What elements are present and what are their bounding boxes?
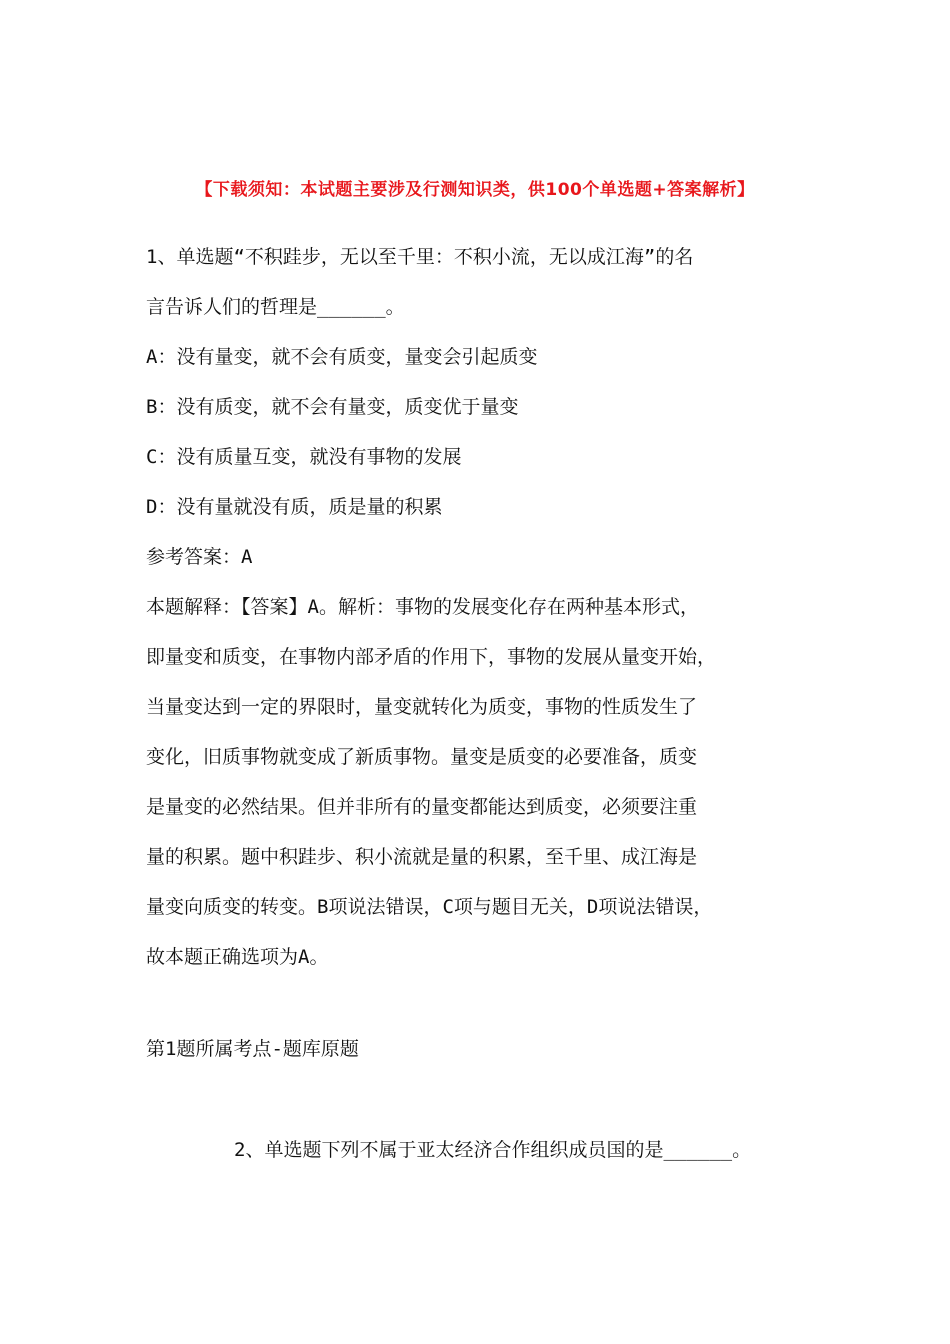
reference-answer: 参考答案：A: [146, 546, 253, 568]
explanation-line-6: 量的积累。题中积跬步、积小流就是量的积累，至千里、成江海是: [146, 846, 698, 868]
question-1: [146, 232, 822, 1074]
question-1-stem-line-2: 言告诉人们的哲理是______。: [146, 296, 405, 318]
question-2-stem: 2、单选题下列不属于亚太经济合作组织成员国的是______。: [234, 1139, 752, 1161]
explanation-line-1: 本题解释：【答案】A。解析：事物的发展变化存在两种基本形式，: [146, 596, 699, 618]
explanation-line-3: 当量变达到一定的界限时，量变就转化为质变，事物的性质发生了: [146, 696, 698, 718]
explanation-line-5: 是量变的必然结果。但并非所有的量变都能达到质变，必须要注重: [146, 796, 698, 818]
question-2: [146, 1125, 822, 1175]
explanation-line-7: 量变向质变的转变。B项说法错误，C项与题目无关，D项说法错误，: [146, 896, 713, 918]
explanation-line-8: 故本题正确选项为A。: [146, 946, 329, 968]
option-d: D：没有量就没有质，质是量的积累: [146, 496, 443, 518]
explanation-line-2: 即量变和质变，在事物内部矛盾的作用下，事物的发展从量变开始，: [146, 646, 717, 668]
question-1-source: 第1题所属考点-题库原题: [146, 1038, 359, 1060]
option-a: A：没有量变，就不会有质变，量变会引起质变: [146, 346, 538, 368]
spacer: [146, 982, 822, 1024]
option-b: B：没有质变，就不会有量变，质变优于量变: [146, 396, 519, 418]
question-1-stem-line-1: 1、单选题“不积跬步，无以至千里：不积小流，无以成江海”的名: [146, 246, 694, 268]
question-content: [146, 232, 822, 1175]
option-c: C：没有质量互变，就没有事物的发展: [146, 446, 462, 468]
spacer: [146, 1074, 822, 1125]
download-notice: 【下载须知：本试题主要涉及行测知识类，供100个单选题+答案解析】: [195, 180, 755, 200]
explanation-line-4: 变化，旧质事物就变成了新质事物。量变是质变的必要准备，质变: [146, 746, 698, 768]
